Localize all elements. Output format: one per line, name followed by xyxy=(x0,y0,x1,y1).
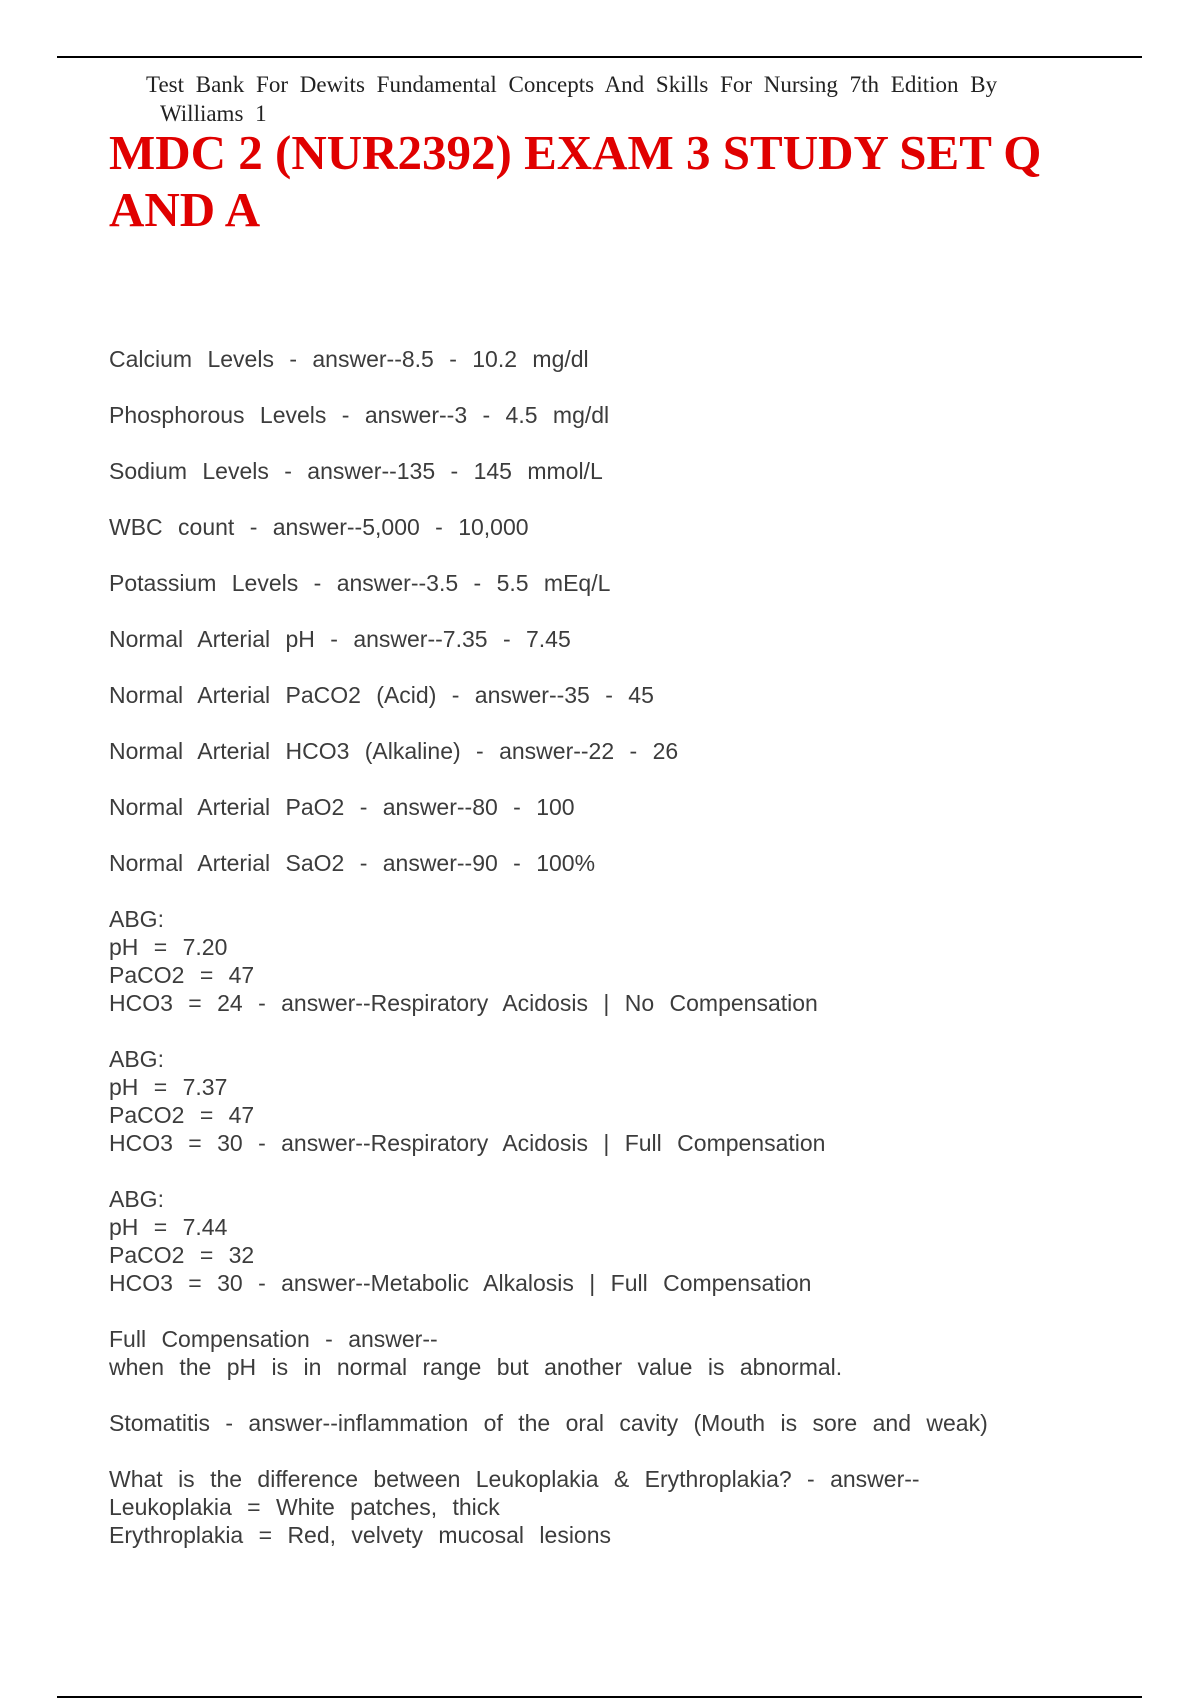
qa-item-phosphorous: Phosphorous Levels - answer--3 - 4.5 mg/dl xyxy=(109,402,610,428)
header-line-2: Williams 1 xyxy=(160,101,267,126)
qa-item-sodium: Sodium Levels - answer--135 - 145 mmol/L xyxy=(109,458,603,484)
qa-item-paco2: Normal Arterial PaCO2 (Acid) - answer--35 - 45 xyxy=(109,682,654,708)
header-line-1: Test Bank For Dewits Fundamental Concepts And Skills For Nursing 7th Edition By xyxy=(146,72,998,97)
qa-item-leukoplakia: What is the difference between Leukoplakia & Erythroplakia? - answer-- Leukoplakia = White patches, thick Erythroplakia = Red, velvety mucosal lesions xyxy=(109,1466,920,1548)
page-header xyxy=(146,70,1061,128)
bottom-rule xyxy=(57,1696,1142,1698)
top-rule xyxy=(57,56,1142,58)
qa-item-wbc: WBC count - answer--5,000 - 10,000 xyxy=(109,514,529,540)
qa-item-potassium: Potassium Levels - answer--3.5 - 5.5 mEq/L xyxy=(109,570,611,596)
document-title: MDC 2 (NUR2392) EXAM 3 STUDY SET Q AND A xyxy=(109,125,1042,237)
qa-list xyxy=(109,345,1109,1577)
qa-item-sao2: Normal Arterial SaO2 - answer--90 - 100% xyxy=(109,850,596,876)
qa-item-stomatitis: Stomatitis - answer--inflammation of the oral cavity (Mouth is sore and weak) xyxy=(109,1410,988,1436)
qa-item-abg-1: ABG: pH = 7.20 PaCO2 = 47 HCO3 = 24 - answer--Respiratory Acidosis | No Compensation xyxy=(109,906,818,1016)
qa-item-abg-3: ABG: pH = 7.44 PaCO2 = 32 HCO3 = 30 - answer--Metabolic Alkalosis | Full Compensation xyxy=(109,1186,812,1296)
qa-item-pao2: Normal Arterial PaO2 - answer--80 - 100 xyxy=(109,794,575,820)
qa-item-full-compensation: Full Compensation - answer-- when the pH is in normal range but another value is abnormal. xyxy=(109,1326,843,1380)
qa-item-hco3: Normal Arterial HCO3 (Alkaline) - answer--22 - 26 xyxy=(109,738,679,764)
qa-item-calcium: Calcium Levels - answer--8.5 - 10.2 mg/dl xyxy=(109,346,589,372)
qa-item-ph: Normal Arterial pH - answer--7.35 - 7.45 xyxy=(109,626,571,652)
qa-item-abg-2: ABG: pH = 7.37 PaCO2 = 47 HCO3 = 30 - answer--Respiratory Acidosis | Full Compensation xyxy=(109,1046,826,1156)
